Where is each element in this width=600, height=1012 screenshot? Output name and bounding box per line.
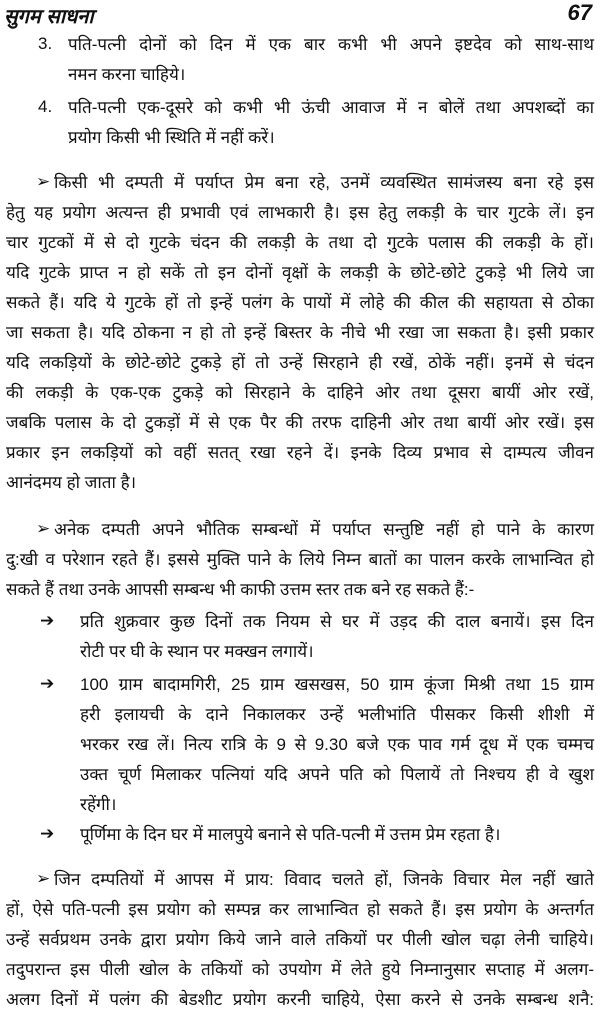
text-line: हों, ऐसे पति-पत्नी इस प्रयोग को सम्पन्न कर लाभान्वित हो सकते हैं। इस प्रयोग के अन्तर्गत — [6, 900, 594, 919]
arrow-right-icon: ➔ — [40, 611, 55, 630]
text-line: यदि गुटके प्राप्त न हो सकें तो इन दोनों वृक्षों के लकड़ी के छोटे-छोटे टुकड़े भी लिये जा — [6, 263, 594, 282]
text-line: अलग दिनों में पलंग की बेडशीट प्रयोग करनी चाहिये, ऐसा करने से उनके सम्बन्ध शनै: — [6, 990, 594, 1009]
text-line: जबकि पलास के दो टुकड़ों में से एक पैर की तरफ दाहिनी ओर तथा बायीं ओर रखें। इस — [6, 413, 594, 432]
text-line: सकते हैं तथा उनके आपसी सम्बन्ध भी काफी उत्तम स्तर तक बने रह सकते हैं:- — [6, 580, 475, 599]
text-line: आनंदमय हो जाता है। — [6, 473, 137, 492]
text-line: उन्हें सर्वप्रथम उनके द्वारा प्रयोग किये जाने वाले तकियों पर पीली खोल चढ़ा लेनी चाहिये। — [6, 930, 594, 949]
text-line: 100 ग्राम बादामगिरी, 25 ग्राम खसखस, 50 ग्राम कूंजा मिश्री तथा 15 ग्राम — [80, 675, 594, 694]
item-number: 4. — [38, 97, 53, 116]
text-line: हरी इलायची के दाने निकालकर उन्हें भलीभांति पीसकर किसी शीशी में — [80, 705, 594, 724]
text-line: पति-पत्नी दोनों को दिन में एक बार कभी भी अपने इष्टदेव को साथ-साथ — [68, 35, 594, 54]
arrowhead-icon: ➢ — [36, 172, 51, 191]
text-line: जिन दम्पतियों में आपस में प्राय: विवाद चलते हों, जिनके विचार मेल नहीं खाते — [54, 870, 594, 889]
text-line: प्रयोग किसी भी स्थिति में नहीं करें। — [68, 128, 275, 147]
item-number: 3. — [38, 34, 53, 53]
text-line: तदुपरान्त इस पीली खोल के तकियों को उपयोग में लेते हुये निम्नानुसार सप्ताह में अलग- — [6, 960, 594, 979]
text-line: नमन करना चाहिये। — [68, 65, 186, 84]
arrowhead-icon: ➢ — [36, 519, 51, 538]
text-line: प्रति शुक्रवार कुछ दिनों तक नियम से घर में उड़द की दाल बनायें। इस दिन — [80, 612, 594, 631]
text-line: जा सकता है। यदि ठोकना न हो तो इन्हें बिस्तर के नीचे भी रखा जा सकता है। इसी प्रकार — [6, 323, 594, 342]
text-line: रोटी पर घी के स्थान पर मक्खन लगायें। — [80, 642, 314, 661]
book-title: सुगम साधना — [4, 6, 94, 28]
text-line: की लकड़ी के एक-एक टुकड़े को सिरहाने के दाहिने ओर तथा दूसरा बायीं ओर रखें, — [6, 383, 594, 402]
text-line: प्रकार इन लकड़ियों को वहीं सतत् रखा रहने दें। इनके दिव्य प्रभाव से दाम्पत्य जीवन — [6, 443, 594, 462]
arrowhead-icon: ➢ — [36, 869, 51, 888]
text-line: किसी भी दम्पती में पर्याप्त प्रेम बना रहे, उनमें व्यवस्थित सामंजस्य बना रहे इस — [54, 173, 594, 192]
text-line: भरकर रख लें। नित्य रात्रि के 9 से 9.30 बजे एक पाव गर्म दूध में एक चम्मच — [80, 735, 594, 754]
text-line: सकते हैं। यदि ये गुटके हों तो इन्हें पलंग के पायों में लोहे की कील की सहायता से ठोका — [6, 293, 594, 312]
text-line: अनेक दम्पती अपने भौतिक सम्बन्धों में पर्याप्त सन्तुष्टि नहीं हो पाने के कारण — [54, 520, 594, 539]
arrow-right-icon: ➔ — [40, 674, 55, 693]
text-line: चार गुटकों में से दो गुटके चंदन की लकड़ी के तथा दो गुटके पलास की लकड़ी के हों। — [6, 233, 594, 252]
text-line: पति-पत्नी एक-दूसरे को कभी भी ऊंची आवाज में न बोलें तथा अपशब्दों का — [68, 98, 594, 117]
text-line: यदि लकड़ियों के छोटे-छोटे टुकड़े हों तो उन्हें सिरहाने ही रखें, ठोकें नहीं। इनमें से चंदन — [6, 353, 594, 372]
text-line: दु:खी व परेशान रहते हैं। इससे मुक्ति पाने के लिये निम्न बातों का पालन करके लाभान्वित हो — [6, 550, 594, 569]
arrow-right-icon: ➔ — [40, 824, 55, 843]
text-line: पूर्णिमा के दिन घर में मालपुये बनाने से पति-पत्नी में उत्तम प्रेम रहता है। — [80, 825, 501, 844]
text-line: हेतु यह प्रयोग अत्यन्त ही प्रभावी एवं लाभकारी है। इस हेतु लकड़ी के चार गुटके लें। इन — [6, 203, 594, 222]
text-line: रहेंगी। — [80, 795, 117, 814]
text-line: उक्त चूर्ण मिलाकर पत्नियां यदि अपने पति को पिलायें तो निश्चय ही वे खुश — [80, 765, 594, 784]
page-number: 67 — [567, 0, 592, 25]
